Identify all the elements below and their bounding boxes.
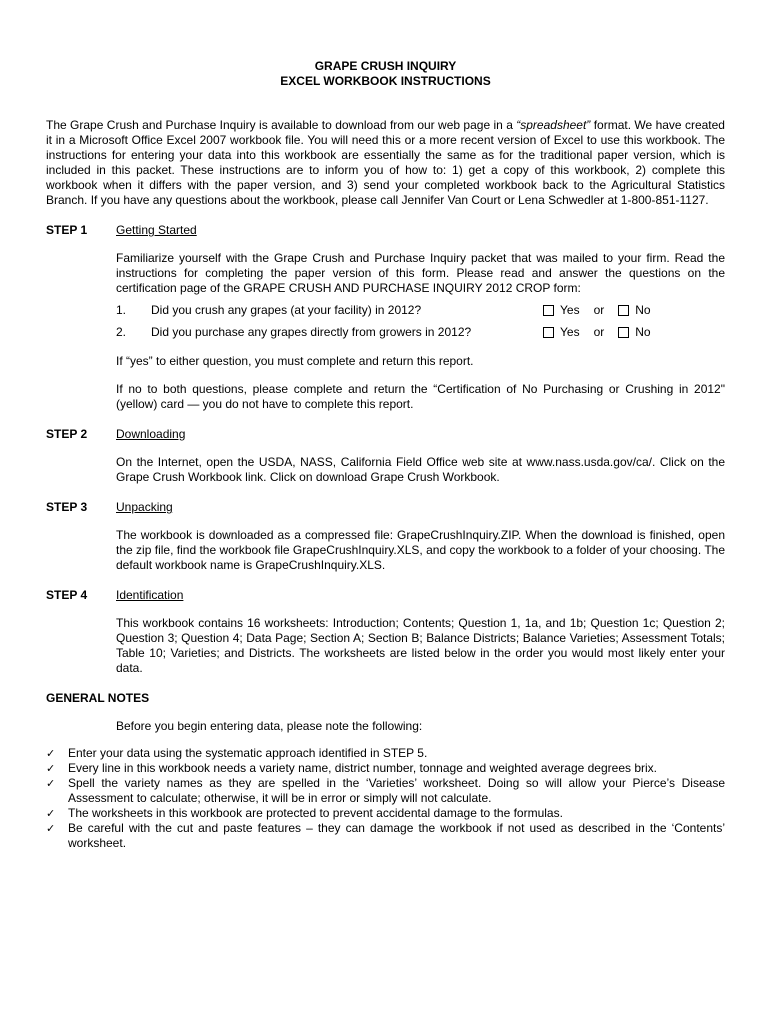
checkmark-icon: ✓	[46, 762, 56, 775]
no-label: No	[635, 303, 651, 317]
yes-checkbox[interactable]	[543, 327, 554, 338]
list-item-text: Be careful with the cut and paste features – they can damage the workbook if not used as described in the ‘Contents’ worksheet.	[68, 821, 725, 850]
yes-checkbox[interactable]	[543, 305, 554, 316]
step-4-label: STEP 4	[46, 588, 88, 602]
question-number: 1.	[116, 303, 127, 317]
document-title	[46, 59, 725, 89]
no-label: No	[635, 325, 651, 339]
step-3-header	[46, 500, 725, 515]
step-2-heading: Downloading	[116, 427, 186, 441]
checkmark-icon: ✓	[46, 822, 56, 835]
checkmark-icon: ✓	[46, 807, 56, 820]
list-item	[46, 806, 725, 821]
list-item	[46, 746, 725, 761]
intro-italic: “spreadsheet”	[516, 118, 591, 132]
step-4-header	[46, 588, 725, 603]
step-1-header	[46, 223, 725, 238]
step-3-label: STEP 3	[46, 500, 88, 514]
question-text: Did you crush any grapes (at your facility) in 2012?	[151, 303, 422, 317]
intro-paragraph	[46, 118, 725, 208]
step-1-label: STEP 1	[46, 223, 88, 237]
general-notes-label: GENERAL NOTES	[46, 691, 150, 705]
step-4-heading: Identification	[116, 588, 184, 602]
question-row-2	[116, 325, 725, 340]
checkmark-icon: ✓	[46, 747, 56, 760]
step-1-para-1: Familiarize yourself with the Grape Crush and Purchase Inquiry packet that was mailed to your firm. Read the instructions for completing the paper version of this form. Please read and answer the questions on the certification page of the GRAPE CRUSH AND PURCHASE INQUIRY 2012 CROP form:	[116, 251, 725, 295]
intro-part-1: The Grape Crush and Purchase Inquiry is available to download from our web page in a	[46, 118, 517, 132]
question-number: 2.	[116, 325, 127, 339]
list-item-text: Spell the variety names as they are spelled in the ‘Varieties’ worksheet. Doing so will allow your Pierce’s Disease Assessment to calculate; otherwise, it will be in error or simply will not calculate.	[68, 776, 725, 805]
step-2-label: STEP 2	[46, 427, 88, 441]
step-3-heading: Unpacking	[116, 500, 173, 514]
no-checkbox[interactable]	[618, 327, 629, 338]
list-item-text: Every line in this workbook needs a variety name, district number, tonnage and weighted average degrees brix.	[68, 761, 657, 775]
step-1-para-3: If no to both questions, please complete and return the “Certification of No Purchasing or Crushing in 2012" (yellow) card — you do not have to complete this report.	[116, 382, 725, 411]
title-line-2: EXCEL WORKBOOK INSTRUCTIONS	[280, 74, 491, 88]
question-list	[116, 303, 725, 340]
title-line-1: GRAPE CRUSH INQUIRY	[314, 59, 457, 73]
step-2-para-1: On the Internet, open the USDA, NASS, California Field Office web site at www.nass.usda.gov/ca/. Click on the Grape Crush Workbook link. Click on download Grape Crush Workbook.	[116, 455, 725, 484]
list-item	[46, 776, 725, 806]
list-item	[46, 821, 725, 851]
step-4-para-1: This workbook contains 16 worksheets: Introduction; Contents; Question 1, 1a, and 1b; Question 1c; Question 2; Question 3; Question 4; Data Page; Section A; Section B; Balance Districts; Balance Varieties; Assessment Totals; Table 10; Varieties; and Districts. The worksheets are listed below in the order you would most likely enter your data.	[116, 616, 725, 675]
or-label: or	[593, 325, 605, 339]
or-label: or	[593, 303, 605, 317]
yes-label: Yes	[560, 303, 580, 317]
list-item-text: The worksheets in this workbook are protected to prevent accidental damage to the formulas.	[68, 806, 563, 820]
document-page	[46, 59, 725, 851]
general-notes-intro: Before you begin entering data, please note the following:	[116, 719, 423, 733]
question-text: Did you purchase any grapes directly from growers in 2012?	[151, 325, 472, 339]
no-checkbox[interactable]	[618, 305, 629, 316]
yes-label: Yes	[560, 325, 580, 339]
list-item-text: Enter your data using the systematic approach identified in STEP 5.	[68, 746, 428, 760]
step-1-heading: Getting Started	[116, 223, 197, 237]
step-2-header	[46, 427, 725, 442]
step-3-para-1: The workbook is downloaded as a compressed file: GrapeCrushInquiry.ZIP. When the download is finished, open the zip file, find the workbook file GrapeCrushInquiry.XLS, and copy the workbook to a folder of your choosing. The default workbook name is GrapeCrushInquiry.XLS.	[116, 528, 725, 572]
general-notes-list	[46, 746, 725, 851]
step-1-para-2: If “yes” to either question, you must complete and return this report.	[116, 354, 474, 368]
checkmark-icon: ✓	[46, 777, 56, 790]
question-answers	[543, 325, 651, 340]
question-answers	[543, 303, 651, 318]
question-row-1	[116, 303, 725, 318]
list-item	[46, 761, 725, 776]
intro-part-2: format. We have created it in a Microsoft Office Excel 2007 workbook file. You will need this or a more recent version of Excel to use this workbook. The instructions for entering your data into this workbook are essentially the same as for the traditional paper version, which is included in this packet. These instructions are to inform you of how to: 1) get a copy of this workbook, 2) complete this workbook when it differs with the paper version, and 3) send your completed workbook back to the Agricultural Statistics Branch. If you have any questions about the workbook, please call Jennifer Van Court or Lena Schwedler at 1-800-851-1127.	[46, 118, 725, 207]
